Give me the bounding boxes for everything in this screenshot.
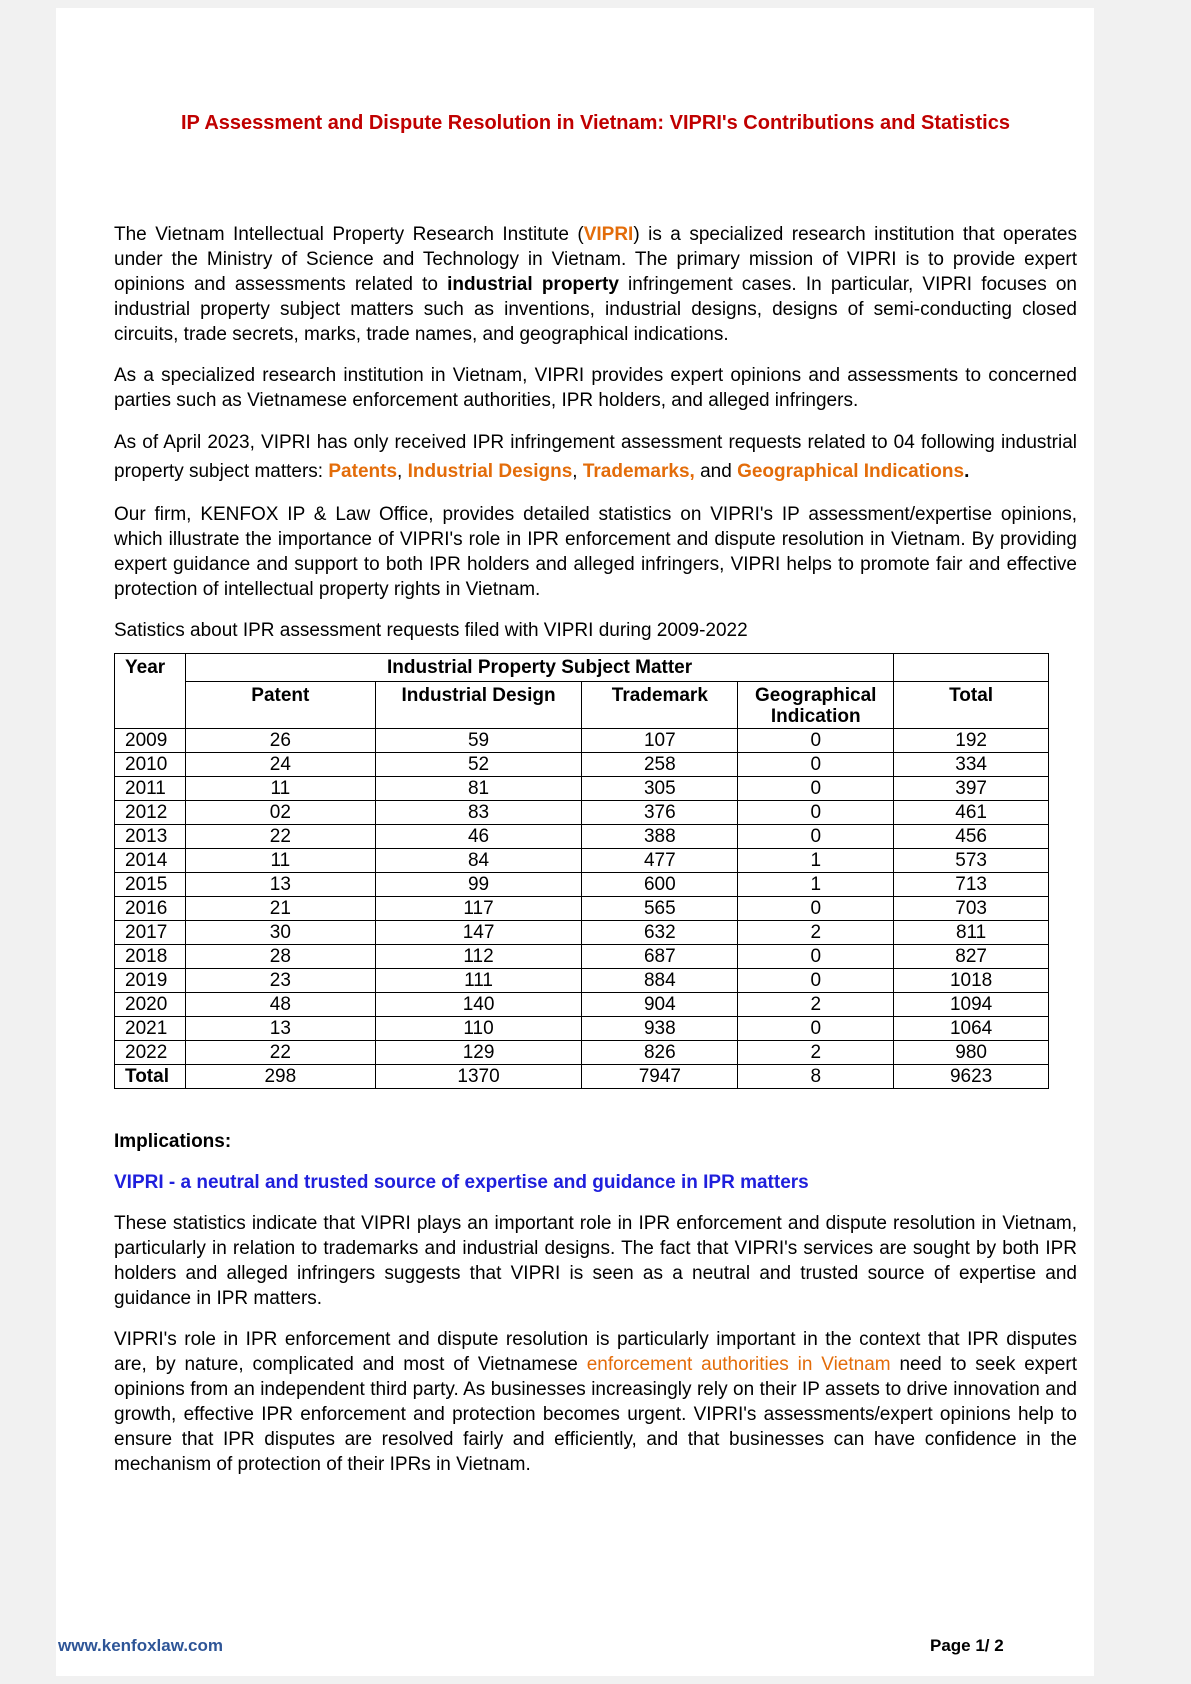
year-cell: 2020 bbox=[115, 993, 186, 1017]
separator: , bbox=[397, 460, 408, 482]
value-cell: 938 bbox=[582, 1017, 738, 1041]
value-cell: 59 bbox=[375, 729, 582, 753]
value-cell: 334 bbox=[894, 753, 1049, 777]
trademarks-link[interactable]: Trademarks, bbox=[582, 460, 695, 482]
value-cell: 11 bbox=[185, 849, 375, 873]
value-cell: 0 bbox=[738, 1017, 894, 1041]
value-cell: 573 bbox=[894, 849, 1049, 873]
value-cell: 0 bbox=[738, 969, 894, 993]
column-header-total: Total bbox=[894, 682, 1049, 729]
role-paragraph: As a specialized research institution in Vietnam, VIPRI provides expert opinions and assessments to concerned parties such as Vietnamese enforcement authorities, IPR holders, and alleged infringers. bbox=[114, 365, 1077, 411]
table-row bbox=[115, 753, 1049, 777]
value-cell: 258 bbox=[582, 753, 738, 777]
year-cell: 2010 bbox=[115, 753, 186, 777]
value-cell: 26 bbox=[185, 729, 375, 753]
section-subheading: VIPRI - a neutral and trusted source of expertise and guidance in IPR matters bbox=[114, 1172, 809, 1193]
vipri-highlight: VIPRI bbox=[583, 224, 634, 245]
table-row bbox=[115, 801, 1049, 825]
value-cell: 24 bbox=[185, 753, 375, 777]
value-cell: 30 bbox=[185, 921, 375, 945]
geographical-indications-link[interactable]: Geographical Indications bbox=[737, 460, 965, 482]
value-cell: 22 bbox=[185, 1041, 375, 1065]
value-cell: 827 bbox=[894, 945, 1049, 969]
value-cell: 388 bbox=[582, 825, 738, 849]
value-cell: 48 bbox=[185, 993, 375, 1017]
value-cell: 565 bbox=[582, 897, 738, 921]
value-cell: 1094 bbox=[894, 993, 1049, 1017]
table-body bbox=[115, 729, 1049, 1089]
value-cell: 13 bbox=[185, 1017, 375, 1041]
value-cell: 117 bbox=[375, 897, 582, 921]
table-row bbox=[115, 969, 1049, 993]
year-cell: 2012 bbox=[115, 801, 186, 825]
table-total-row bbox=[115, 1065, 1049, 1089]
year-header: Year bbox=[115, 654, 186, 729]
value-cell: 8 bbox=[738, 1065, 894, 1089]
year-cell: 2016 bbox=[115, 897, 186, 921]
value-cell: 0 bbox=[738, 729, 894, 753]
year-cell: 2009 bbox=[115, 729, 186, 753]
separator: , bbox=[572, 460, 583, 482]
value-cell: 11 bbox=[185, 777, 375, 801]
value-cell: 1370 bbox=[375, 1065, 582, 1089]
implications-heading-text: Implications: bbox=[114, 1131, 232, 1152]
table-row bbox=[115, 873, 1049, 897]
table-header-row bbox=[115, 654, 1049, 682]
and-text: and bbox=[694, 460, 738, 482]
industrial-designs-link[interactable]: Industrial Designs bbox=[407, 460, 573, 482]
value-cell: 2 bbox=[738, 1041, 894, 1065]
value-cell: 110 bbox=[375, 1017, 582, 1041]
value-cell: 147 bbox=[375, 921, 582, 945]
value-cell: 456 bbox=[894, 825, 1049, 849]
table-row bbox=[115, 993, 1049, 1017]
value-cell: 811 bbox=[894, 921, 1049, 945]
value-cell: 107 bbox=[582, 729, 738, 753]
table-row bbox=[115, 729, 1049, 753]
value-cell: 111 bbox=[375, 969, 582, 993]
value-cell: 461 bbox=[894, 801, 1049, 825]
column-header-geographical-indication: Geographical Indication bbox=[738, 682, 894, 729]
value-cell: 192 bbox=[894, 729, 1049, 753]
kenfox-paragraph: Our firm, KENFOX IP & Law Office, provides detailed statistics on VIPRI's IP assessment/expertise opinions, which illustrate the importance of VIPRI's role in IPR enforcement and dispute resolution in Vietnam. By providing expert guidance and support to both IPR holders and alleged infringers, VIPRI helps to promote fair and effective protection of intellectual property rights in Vietnam. bbox=[114, 504, 1077, 600]
value-cell: 1 bbox=[738, 849, 894, 873]
period: . bbox=[964, 460, 970, 482]
value-cell: 28 bbox=[185, 945, 375, 969]
industrial-property-bold: industrial property bbox=[447, 274, 619, 295]
value-cell: 703 bbox=[894, 897, 1049, 921]
table-row bbox=[115, 921, 1049, 945]
value-cell: 376 bbox=[582, 801, 738, 825]
year-cell: 2021 bbox=[115, 1017, 186, 1041]
value-cell: 397 bbox=[894, 777, 1049, 801]
value-cell: 713 bbox=[894, 873, 1049, 897]
document-page bbox=[56, 8, 1094, 1676]
empty-header-cell bbox=[894, 654, 1049, 682]
year-cell: 2014 bbox=[115, 849, 186, 873]
value-cell: 0 bbox=[738, 825, 894, 849]
column-header-industrial-design: Industrial Design bbox=[375, 682, 582, 729]
value-cell: 2 bbox=[738, 993, 894, 1017]
value-cell: 2 bbox=[738, 921, 894, 945]
value-cell: 22 bbox=[185, 825, 375, 849]
value-cell: 112 bbox=[375, 945, 582, 969]
table-row bbox=[115, 849, 1049, 873]
value-cell: 1018 bbox=[894, 969, 1049, 993]
intro-text-a: The Vietnam Intellectual Property Research Institute ( bbox=[114, 224, 584, 245]
subject-matter-group-header: Industrial Property Subject Matter bbox=[185, 654, 893, 682]
column-header-patent: Patent bbox=[185, 682, 375, 729]
value-cell: 687 bbox=[582, 945, 738, 969]
value-cell: 83 bbox=[375, 801, 582, 825]
value-cell: 1 bbox=[738, 873, 894, 897]
value-cell: 9623 bbox=[894, 1065, 1049, 1089]
value-cell: 21 bbox=[185, 897, 375, 921]
value-cell: 0 bbox=[738, 801, 894, 825]
value-cell: 02 bbox=[185, 801, 375, 825]
year-cell: 2013 bbox=[115, 825, 186, 849]
value-cell: 305 bbox=[582, 777, 738, 801]
year-cell: Total bbox=[115, 1065, 186, 1089]
value-cell: 884 bbox=[582, 969, 738, 993]
intro-paragraph bbox=[114, 222, 1077, 347]
value-cell: 632 bbox=[582, 921, 738, 945]
enforcement-text-a: VIPRI's role in IPR enforcement and dispute resolution is particularly important in the context that IPR disputes are, by nature, complicated and most of Vietnamese bbox=[114, 1329, 1077, 1375]
value-cell: 1064 bbox=[894, 1017, 1049, 1041]
year-cell: 2019 bbox=[115, 969, 186, 993]
value-cell: 23 bbox=[185, 969, 375, 993]
patents-link[interactable]: Patents bbox=[328, 460, 398, 482]
implications-heading bbox=[114, 1129, 1077, 1154]
year-cell: 2015 bbox=[115, 873, 186, 897]
value-cell: 298 bbox=[185, 1065, 375, 1089]
table-caption: Satistics about IPR assessment requests filed with VIPRI during 2009-2022 bbox=[114, 620, 748, 641]
article-body bbox=[114, 222, 1077, 1493]
value-cell: 0 bbox=[738, 897, 894, 921]
value-cell: 826 bbox=[582, 1041, 738, 1065]
table-row bbox=[115, 777, 1049, 801]
enforcement-text-b: need to seek expert opinions from an independent third party. As businesses increasingly rely on their IP assets to drive innovation and growth, effective IPR enforcement and protection becomes urgent. VIPRI's assessments/expert opinions help to ensure that IPR disputes are resolved fairly and efficiently, and that businesses can have confidence in the mechanism of protection of their IPRs in Vietnam. bbox=[114, 1354, 1077, 1475]
value-cell: 84 bbox=[375, 849, 582, 873]
page-title: IP Assessment and Dispute Resolution in Vietnam: VIPRI's Contributions and Statistics bbox=[181, 112, 1010, 134]
value-cell: 99 bbox=[375, 873, 582, 897]
year-cell: 2018 bbox=[115, 945, 186, 969]
table-subheader-row bbox=[115, 682, 1049, 729]
year-cell: 2022 bbox=[115, 1041, 186, 1065]
value-cell: 904 bbox=[582, 993, 738, 1017]
value-cell: 129 bbox=[375, 1041, 582, 1065]
intro-text-b: ) is a specialized research institution that operates under the Ministry of Science and Technology in Vietnam. The primary mission of VIPRI is to provide expert opinions and assessments related to bbox=[114, 224, 1078, 295]
value-cell: 13 bbox=[185, 873, 375, 897]
enforcement-paragraph bbox=[114, 1327, 1077, 1477]
year-cell: 2017 bbox=[115, 921, 186, 945]
value-cell: 0 bbox=[738, 777, 894, 801]
footer-page-number: Page 1/ 2 bbox=[930, 1636, 1004, 1655]
statistics-table bbox=[114, 653, 1049, 1089]
value-cell: 477 bbox=[582, 849, 738, 873]
statistics-implication-paragraph: These statistics indicate that VIPRI plays an important role in IPR enforcement and dispute resolution in Vietnam, particularly in relation to trademarks and industrial designs. The fact that VIPRI's services are sought by both IPR holders and alleged infringers suggests that VIPRI is seen as a neutral and trusted source of expertise and guidance in IPR matters. bbox=[114, 1213, 1077, 1309]
value-cell: 46 bbox=[375, 825, 582, 849]
value-cell: 0 bbox=[738, 753, 894, 777]
value-cell: 0 bbox=[738, 945, 894, 969]
subject-text: As of April 2023, VIPRI has only received IPR infringement assessment requests related to 04 following industrial property subject matters: bbox=[114, 432, 1077, 482]
intro-text-c: infringement cases. In particular, VIPRI focuses on industrial property subject matters such as inventions, industrial designs, designs of semi-conducting closed circuits, trade secrets, marks, trade names, and geographical indications. bbox=[114, 274, 1077, 345]
value-cell: 980 bbox=[894, 1041, 1049, 1065]
subject-matters-paragraph bbox=[114, 429, 1077, 486]
value-cell: 81 bbox=[375, 777, 582, 801]
table-row bbox=[115, 1017, 1049, 1041]
value-cell: 140 bbox=[375, 993, 582, 1017]
enforcement-authorities-link[interactable]: enforcement authorities in Vietnam bbox=[586, 1354, 891, 1375]
table-row bbox=[115, 1041, 1049, 1065]
year-cell: 2011 bbox=[115, 777, 186, 801]
table-row bbox=[115, 897, 1049, 921]
table-row bbox=[115, 825, 1049, 849]
table-row bbox=[115, 945, 1049, 969]
value-cell: 7947 bbox=[582, 1065, 738, 1089]
value-cell: 52 bbox=[375, 753, 582, 777]
value-cell: 600 bbox=[582, 873, 738, 897]
footer-website-link[interactable]: www.kenfoxlaw.com bbox=[58, 1636, 224, 1655]
column-header-trademark: Trademark bbox=[582, 682, 738, 729]
